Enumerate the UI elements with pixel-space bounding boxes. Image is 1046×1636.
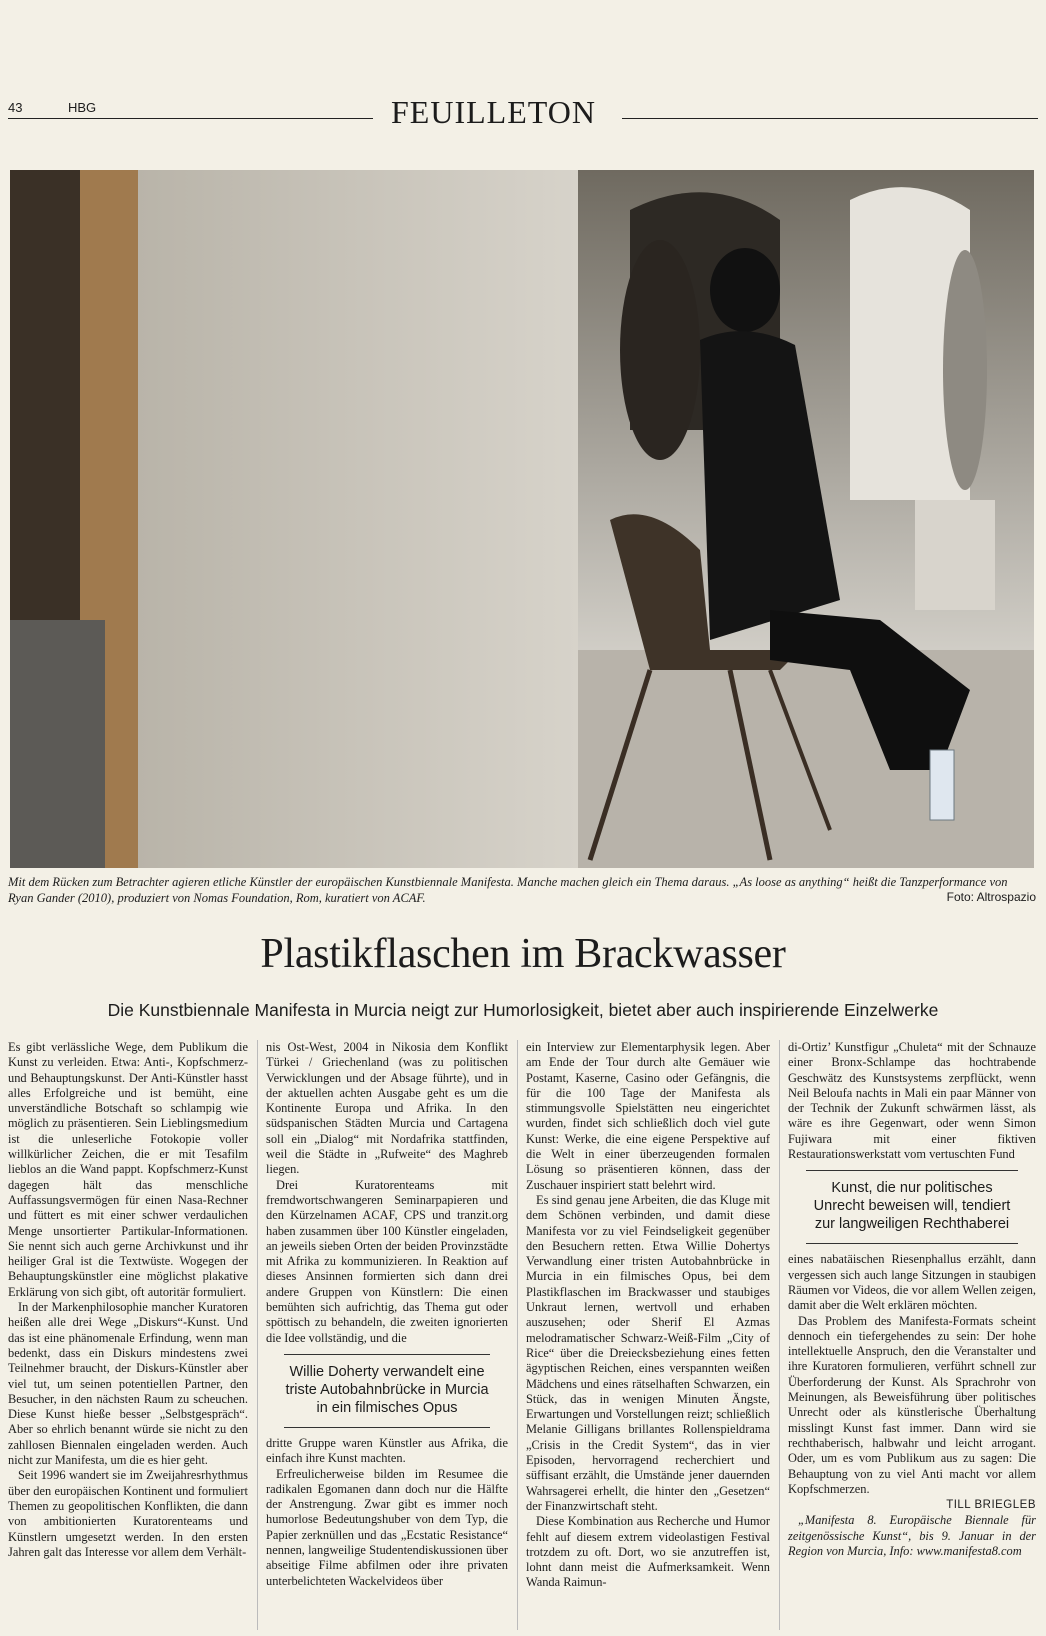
paragraph: Drei Kuratorenteams mit fremdwortschwangeren Seminarpapieren und den Kürzelnamen ACAF, CPS und tranzit.org haben zusammen über 100 Künstler eingeladen, an jeweils sieben Orten der beiden Provinzstädte mit Afrika zu kommunizieren. In Reaktion auf dieses Ansinnen formierten sich dann drei andere Gruppen von Künstlern: Die einen bemühten sich aufrichtig, das Thema gut oder spöttisch zu behandeln, die zweiten ignorierten die Idee vollständig, und die	[266, 1177, 508, 1345]
paragraph: ein Interview zur Elementarphysik legen. Aber am Ende der Tour durch alte Gemäuer wie Postamt, Kaserne, Casino oder Gefängnis, die für die 100 Tage der Manifesta als stimmungsvolle Spielstätten neu eingerichtet wurden, findet sich schließlich doch viel gute Kunst: Werke, die eine eigene Perspektive auf die Welt in einer überzeugenden formalen Lösung so präsentieren können, dass der Zuschauer inspiriert statt belehrt wird.	[526, 1040, 770, 1192]
paragraph: nis Ost-West, 2004 in Nikosia dem Konflikt Türkei / Griechenland (was zu politischen Verwicklungen und der Absage führte), und in der aktuellen achten Ausgabe geht es um die Kontinente Europa und Afrika. In den südspanischen Städten Murcia und Cartagena soll ein „Dialog“ mit Nordafrika stattfinden, weil die Städte in „Rufweite“ des Maghreb liegen.	[266, 1040, 508, 1177]
photo-illustration	[10, 170, 1034, 868]
exhibition-info: „Manifesta 8. Europäische Biennale für zeitgenössische Kunst“, bis 9. Januar in der Region von Murcia, Info: www.manifesta8.com	[788, 1513, 1036, 1559]
paragraph: In der Markenphilosophie mancher Kuratoren heißen alle drei Wege „Diskurs“-Kunst. Und das ist eine phänomenale Erfindung, wenn man bedenkt, dass ein Diskurs mindestens zwei Teilnehmer braucht, der Diskurs-Künstler aber viel tut, um seinen potentiellen Partner, den Besucher, in den nächsten Raum zu scheuchen. Diese Kunst hieße besser „Selbstgespräch“. Aber so ehrlich benannt würde sie nicht zu den zahllosen Biennalen eingeladen werden. Auch nicht zur Manifesta, um die es hier geht.	[8, 1300, 248, 1468]
paragraph: dritte Gruppe waren Künstler aus Afrika, die einfach ihre Kunst machten.	[266, 1435, 508, 1466]
column-rule	[517, 1040, 518, 1630]
paragraph: di-Ortiz’ Kunstfigur „Chuleta“ mit der Schnauze einer Bronx-Schlampe das hochtrabende Geschwätz des Kunstsystems zerpflückt, wenn Neil Beloufa nachts in Mali ein paar Männer von der Technik der Zukunft schwärmen lässt, als wäre es ihre Gegenwart, oder wenn Simon Fujiwara mit einer fiktiven Restaurationswerkstatt vom vertuschten Fund	[788, 1040, 1036, 1162]
author-signature: TILL BRIEGLEB	[946, 1499, 1036, 1512]
section-title: FEUILLETON	[391, 94, 596, 130]
header-rule-left	[8, 118, 373, 119]
article-column-1	[8, 1040, 248, 1560]
photo-caption: Mit dem Rücken zum Betrachter agieren etliche Künstler der europäischen Kunstbiennale Manifesta. Manche machen gleich ein Thema daraus. „As loose as anything“ heißt die Tanzperformance von Ryan Gander (2010), produziert von Nomas Foundation, Rom, kuratiert von ACAF.	[8, 875, 1008, 905]
lead-photo	[10, 170, 1034, 868]
article-column-4	[788, 1040, 1036, 1559]
page-header	[8, 92, 1038, 136]
paragraph: Es gibt verlässliche Wege, dem Publikum die Kunst zu verleiden. Etwa: Anti-, Kopfschmerz- und Behauptungskunst. Der Anti-Künstler hasst alles Erfolgreiche und ist bemüht, eine unverständliche Botschaft so schlampig wie möglich zu präsentieren. Sein Lieblingsmedium ist die unleserliche Fotokopie voller willkürlicher Zeichen, die er mit Tesafilm lieblos an die Wand pappt. Kopfschmerz-Kunst dagegen hält das menschliche Auffassungsvermögen für einen Nasa-Rechner und füttert es mit einer schwer verdaulichen Menge unsortierter Partikular-Informationen. Sie nennt sich auch gerne Archivkunst und ihr heiliger Gral ist die Textwüste. Wogegen der Behauptungskünstler eine möglichst plakative Erklärung von sich gibt, oft autoritär formuliert.	[8, 1040, 248, 1299]
article-column-3	[526, 1040, 770, 1591]
paragraph: Es sind genau jene Arbeiten, die das Kluge mit dem Schönen verbinden, und damit diese Manifesta vor zu viel Feindseligkeit gegenüber den Besuchern retten. Etwa Willie Dohertys Verwandlung einer tristen Autobahnbrücke in Murcia in ein filmisches Opus, bei dem Plastikflaschen im Brackwasser und staubiges Unkraut lernen, wertvoll und erhaben auszusehen; oder Sherif El Azmas melodramatischer Schwarz-Weiß-Film „City of Rice“ über die Dreiecksbeziehung eines fetten ägyptischen Reichen, eines verspannten weißen Mädchens und eines rätselhaften Schwarzen, ein Stück, das in wenigen Minuten Ängste, Erwartungen und Vorstellungen reizt; schließlich Melanie Gilligans brillantes Rollenspieldrama „Crisis in the Credit System“, das in vier Episoden, hervorragend recherchiert und süffisant erzählt, die Umstände jener dauernden Wahrsagerei erhellt, die hinter den „Gesetzen“ der Finanzwirtschaft steht.	[526, 1192, 770, 1513]
article-subheadline: Die Kunstbiennale Manifesta in Murcia neigt zur Humorlosigkeit, bietet aber auch inspirierende Einzelwerke	[107, 1000, 939, 1020]
column-rule	[257, 1040, 258, 1630]
edition-label: HBG	[68, 100, 97, 115]
header-rule-right	[622, 118, 1038, 119]
article-column-2	[266, 1040, 508, 1589]
paragraph: Diese Kombination aus Recherche und Humor fehlt auf diesem extrem videolastigen Festival trotzdem zu oft. Dort, wo sie anzutreffen ist, lohnt dann meist die Aufmerksamkeit. Wenn Wanda Raimun-	[526, 1514, 770, 1590]
photo-credit: Foto: Altrospazio	[946, 890, 1036, 904]
paragraph: eines nabatäischen Riesenphallus erzählt, dann vergessen sich auch lange Sitzungen in staubigen Räumen vor Videos, die vor allem Wellen zeigen, damit aber die Welt erklären möchten.	[788, 1252, 1036, 1313]
paragraph: Seit 1996 wandert sie im Zweijahresrhythmus über den europäischen Kontinent und formuliert Themen zu geopolitischen Konflikten, die dann von ambitionierten Kuratorenteams und Künstlern umgesetzt werden. In den ersten Jahren galt das Interesse vor allem dem Verhält-	[8, 1468, 248, 1559]
author-line	[788, 1497, 1036, 1513]
article-headline: Plastikflaschen im Brackwasser	[260, 931, 786, 977]
column-rule	[779, 1040, 780, 1630]
page-number: 43	[8, 100, 23, 115]
pull-quote: Willie Doherty verwandelt eine triste Autobahnbrücke in Murcia in ein filmisches Opus	[284, 1354, 490, 1428]
paragraph: Erfreulicherweise bilden im Resumee die radikalen Egomanen dann doch nur die Hälfte der Anstrengung. Zwar gibt es immer noch humorlose Bedeutungshuber von dem Typ, die Papier zerknüllen und das „Ecstatic Resistance“ nennen, langweilige Studentendiskussionen über abseitige Filme abfilmen oder ihre privaten unterbelichteten Wackelvideos über	[266, 1466, 508, 1588]
pull-quote: Kunst, die nur politisches Unrecht beweisen will, tendiert zur langweiligen Rechthaberei	[806, 1170, 1018, 1244]
paragraph: Das Problem des Manifesta-Formats scheint dennoch ein tiefergehendes zu sein: Der hohe intellektuelle Anspruch, den die Veranstalter und ihre Kuratoren formulieren, verführt schnell zur Überforderung der Kunst. Als Sprachrohr von Meinungen, als Beweisführung über politisches Unrecht oder als künstlerische Überhaltung misslingt Kunst fast immer. Dann wird sie rechthaberisch, halbwahr und leicht arrogant. Oder, um es vom Publikum aus zu sagen: Die Behauptung von zu viel Anti macht vor allem Kopfschmerzen.	[788, 1313, 1036, 1496]
